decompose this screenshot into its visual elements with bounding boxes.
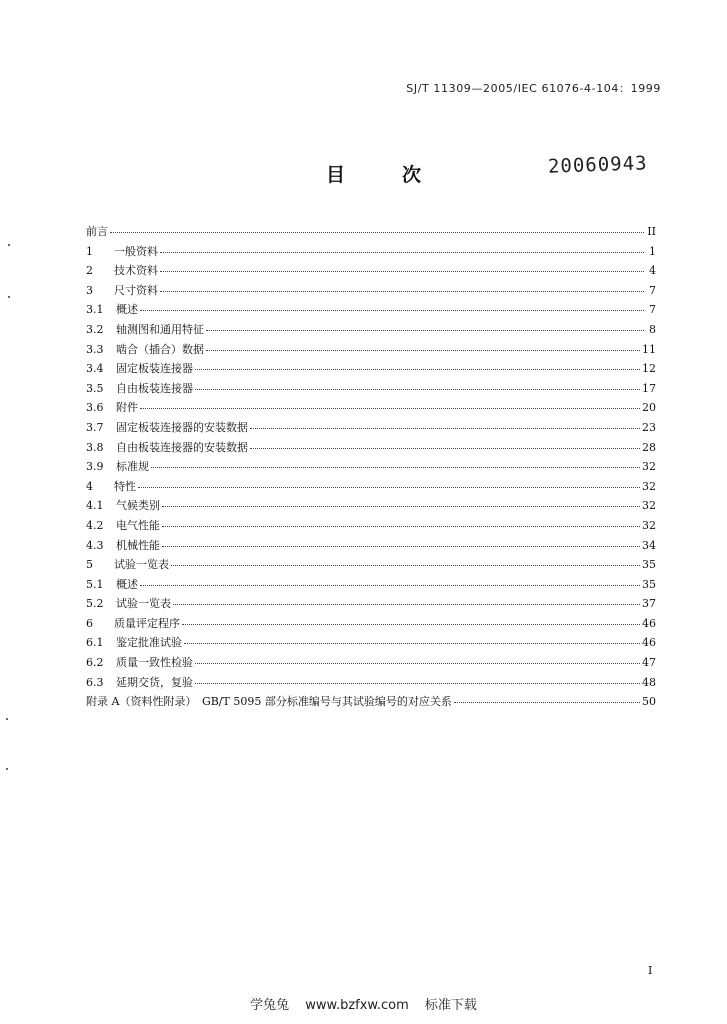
toc-dot-leader — [206, 340, 640, 351]
toc-entry-page: 20 — [642, 401, 656, 415]
toc-entry-title: 固定板装连接器 — [116, 362, 193, 376]
toc-entry-number: 3.5 — [86, 381, 104, 395]
toc-dot-leader — [454, 692, 640, 703]
toc-entry-title: 固定板装连接器的安装数据 — [116, 420, 248, 434]
scan-speck — [8, 244, 10, 246]
toc-dot-leader — [160, 242, 644, 253]
page-number: I — [648, 964, 653, 977]
toc-entry-title: 试验一览表 — [114, 558, 169, 572]
toc-entry-title: 轴测图和通用特征 — [116, 322, 204, 336]
toc-dot-leader — [140, 398, 640, 409]
toc-entry-number: 3.1 — [86, 303, 104, 317]
toc-entry[interactable] — [86, 555, 656, 575]
toc-entry-page: 35 — [642, 558, 656, 572]
toc-entry-title: 标准规 — [116, 460, 149, 474]
toc-entry[interactable] — [86, 398, 656, 418]
toc-dot-leader — [140, 575, 640, 586]
toc-entry-number: 3.7 — [86, 420, 104, 434]
toc-entry-title: 概述 — [116, 577, 138, 591]
toc-dot-leader — [162, 516, 640, 527]
toc-entry-number: 4.3 — [86, 538, 104, 552]
toc-entry-page: II — [647, 225, 656, 238]
toc-entry-page: 32 — [642, 479, 656, 493]
toc-entry-page: 47 — [642, 656, 656, 670]
toc-entry-number: 3.3 — [86, 342, 104, 356]
toc-entry[interactable] — [86, 300, 656, 320]
toc-entry-title: 气候类别 — [116, 499, 160, 513]
toc-dot-leader — [160, 281, 644, 292]
toc-entry-title: 质量一致性检验 — [116, 656, 193, 670]
toc-entry-number: 3 — [86, 283, 93, 297]
toc-entry-page: 11 — [642, 342, 656, 356]
toc-entry-title: 一般资料 — [114, 244, 158, 258]
toc-entry[interactable] — [86, 536, 656, 556]
toc-dot-leader — [182, 614, 640, 625]
toc-dot-leader — [110, 222, 644, 233]
toc-entry-number: 3.8 — [86, 440, 104, 454]
toc-entry-page: 32 — [642, 518, 656, 532]
toc-entry[interactable] — [86, 379, 656, 399]
toc-entry-title: 特性 — [114, 479, 136, 493]
toc-entry-page: 17 — [642, 381, 656, 395]
toc-dot-leader — [173, 594, 640, 605]
toc-dot-leader — [250, 418, 640, 429]
toc-entry-title: 前言 — [86, 225, 108, 238]
toc-dot-leader — [184, 633, 640, 644]
toc-entry-title: 延期交货，复验 — [116, 675, 193, 689]
toc-dot-leader — [171, 555, 640, 566]
toc-dot-leader — [195, 673, 640, 684]
toc-entry[interactable] — [86, 340, 656, 360]
toc-entry-number: 1 — [86, 244, 93, 258]
toc-entry-number: 2 — [86, 264, 93, 278]
toc-entry-number: 3.6 — [86, 401, 104, 415]
scan-speck — [6, 768, 8, 770]
toc-entry-page: 32 — [642, 499, 656, 513]
toc-entry-page: 32 — [642, 460, 656, 474]
toc-entry[interactable] — [86, 242, 656, 262]
toc-entry-title: 鉴定批准试验 — [116, 636, 182, 650]
toc-entry-page: 1 — [649, 244, 656, 258]
title-char-2: 次 — [402, 164, 422, 186]
toc-dot-leader — [162, 496, 640, 507]
toc-entry[interactable] — [86, 633, 656, 653]
toc-entry-number: 4 — [86, 479, 93, 493]
toc-entry-title: 尺寸资料 — [114, 283, 158, 297]
table-of-contents — [86, 222, 656, 712]
toc-entry-page: 12 — [642, 362, 656, 376]
toc-entry-number: 6.3 — [86, 675, 104, 689]
toc-entry[interactable] — [86, 261, 656, 281]
toc-dot-leader — [138, 477, 640, 488]
toc-entry-page: 50 — [642, 695, 656, 709]
toc-entry-number: 6.2 — [86, 656, 104, 670]
toc-entry[interactable] — [86, 575, 656, 595]
toc-entry[interactable] — [86, 457, 656, 477]
toc-entry-number: 5.1 — [86, 577, 104, 591]
toc-entry[interactable] — [86, 281, 656, 301]
standard-code: SJ/T 11309—2005/IEC 61076-4-104：1999 — [406, 82, 661, 95]
toc-entry-page: 4 — [649, 264, 656, 278]
toc-entry-page: 35 — [642, 577, 656, 591]
toc-entry[interactable] — [86, 496, 656, 516]
toc-entry-page: 46 — [642, 616, 656, 630]
toc-entry-number: 3.2 — [86, 322, 104, 336]
toc-entry-page: 48 — [642, 675, 656, 689]
toc-entry-title: 附录 A（资料性附录） GB/T 5095 部分标准编号与其试验编号的对应关系 — [86, 695, 452, 709]
toc-entry-page: 7 — [649, 303, 656, 317]
scan-speck — [8, 296, 10, 298]
toc-entry-title: 质量评定程序 — [114, 616, 180, 630]
toc-entry-title: 啮合（插合）数据 — [116, 342, 204, 356]
toc-entry-number: 5 — [86, 558, 93, 572]
toc-entry[interactable] — [86, 359, 656, 379]
toc-entry[interactable] — [86, 418, 656, 438]
toc-entry-title: 技术资料 — [114, 264, 158, 278]
toc-dot-leader — [195, 379, 640, 390]
toc-entry-page: 7 — [649, 283, 656, 297]
toc-entry-number: 3.9 — [86, 460, 104, 474]
toc-dot-leader — [250, 438, 640, 449]
footer-slogan: 标准下载 — [424, 998, 477, 1013]
footer-url[interactable]: www.bzfxw.com — [305, 998, 409, 1013]
toc-entry-title: 机械性能 — [116, 538, 160, 552]
toc-entry-title: 附件 — [116, 401, 138, 415]
toc-entry-number: 4.1 — [86, 499, 104, 513]
toc-entry-number: 3.4 — [86, 362, 104, 376]
toc-dot-leader — [162, 536, 640, 547]
toc-entry-number: 5.2 — [86, 597, 104, 611]
toc-entry-number: 6 — [86, 616, 93, 630]
footer-site-name: 学兔兔 — [250, 998, 290, 1013]
toc-entry[interactable] — [86, 692, 656, 712]
toc-dot-leader — [195, 359, 640, 370]
scan-speck — [6, 718, 8, 720]
toc-entry[interactable] — [86, 614, 656, 634]
toc-entry[interactable] — [86, 477, 656, 497]
toc-entry[interactable] — [86, 653, 656, 673]
toc-entry-title: 自由板装连接器的安装数据 — [116, 440, 248, 454]
handwritten-stamp-number: 20060943 — [547, 152, 648, 178]
toc-entry[interactable] — [86, 594, 656, 614]
toc-entry-page: 46 — [642, 636, 656, 650]
toc-dot-leader — [206, 320, 644, 331]
footer-watermark — [0, 994, 727, 1013]
toc-entry-title: 概述 — [116, 303, 138, 317]
title-char-1: 目 — [326, 164, 346, 186]
toc-entry-number: 6.1 — [86, 636, 104, 650]
toc-entry[interactable] — [86, 438, 656, 458]
toc-dot-leader — [195, 653, 640, 664]
toc-entry-number: 4.2 — [86, 518, 104, 532]
toc-entry-page: 23 — [642, 420, 656, 434]
toc-entry-page: 8 — [649, 322, 656, 336]
toc-entry-page: 28 — [642, 440, 656, 454]
toc-entry-title: 自由板装连接器 — [116, 381, 193, 395]
toc-dot-leader — [140, 300, 644, 311]
toc-entry-title: 试验一览表 — [116, 597, 171, 611]
toc-entry-page: 34 — [642, 538, 656, 552]
toc-dot-leader — [160, 261, 644, 272]
toc-entry-title: 电气性能 — [116, 518, 160, 532]
toc-entry[interactable] — [86, 320, 656, 340]
toc-entry-page: 37 — [642, 597, 656, 611]
toc-entry[interactable] — [86, 222, 656, 242]
toc-entry[interactable] — [86, 673, 656, 693]
toc-entry[interactable] — [86, 516, 656, 536]
toc-dot-leader — [151, 457, 640, 468]
